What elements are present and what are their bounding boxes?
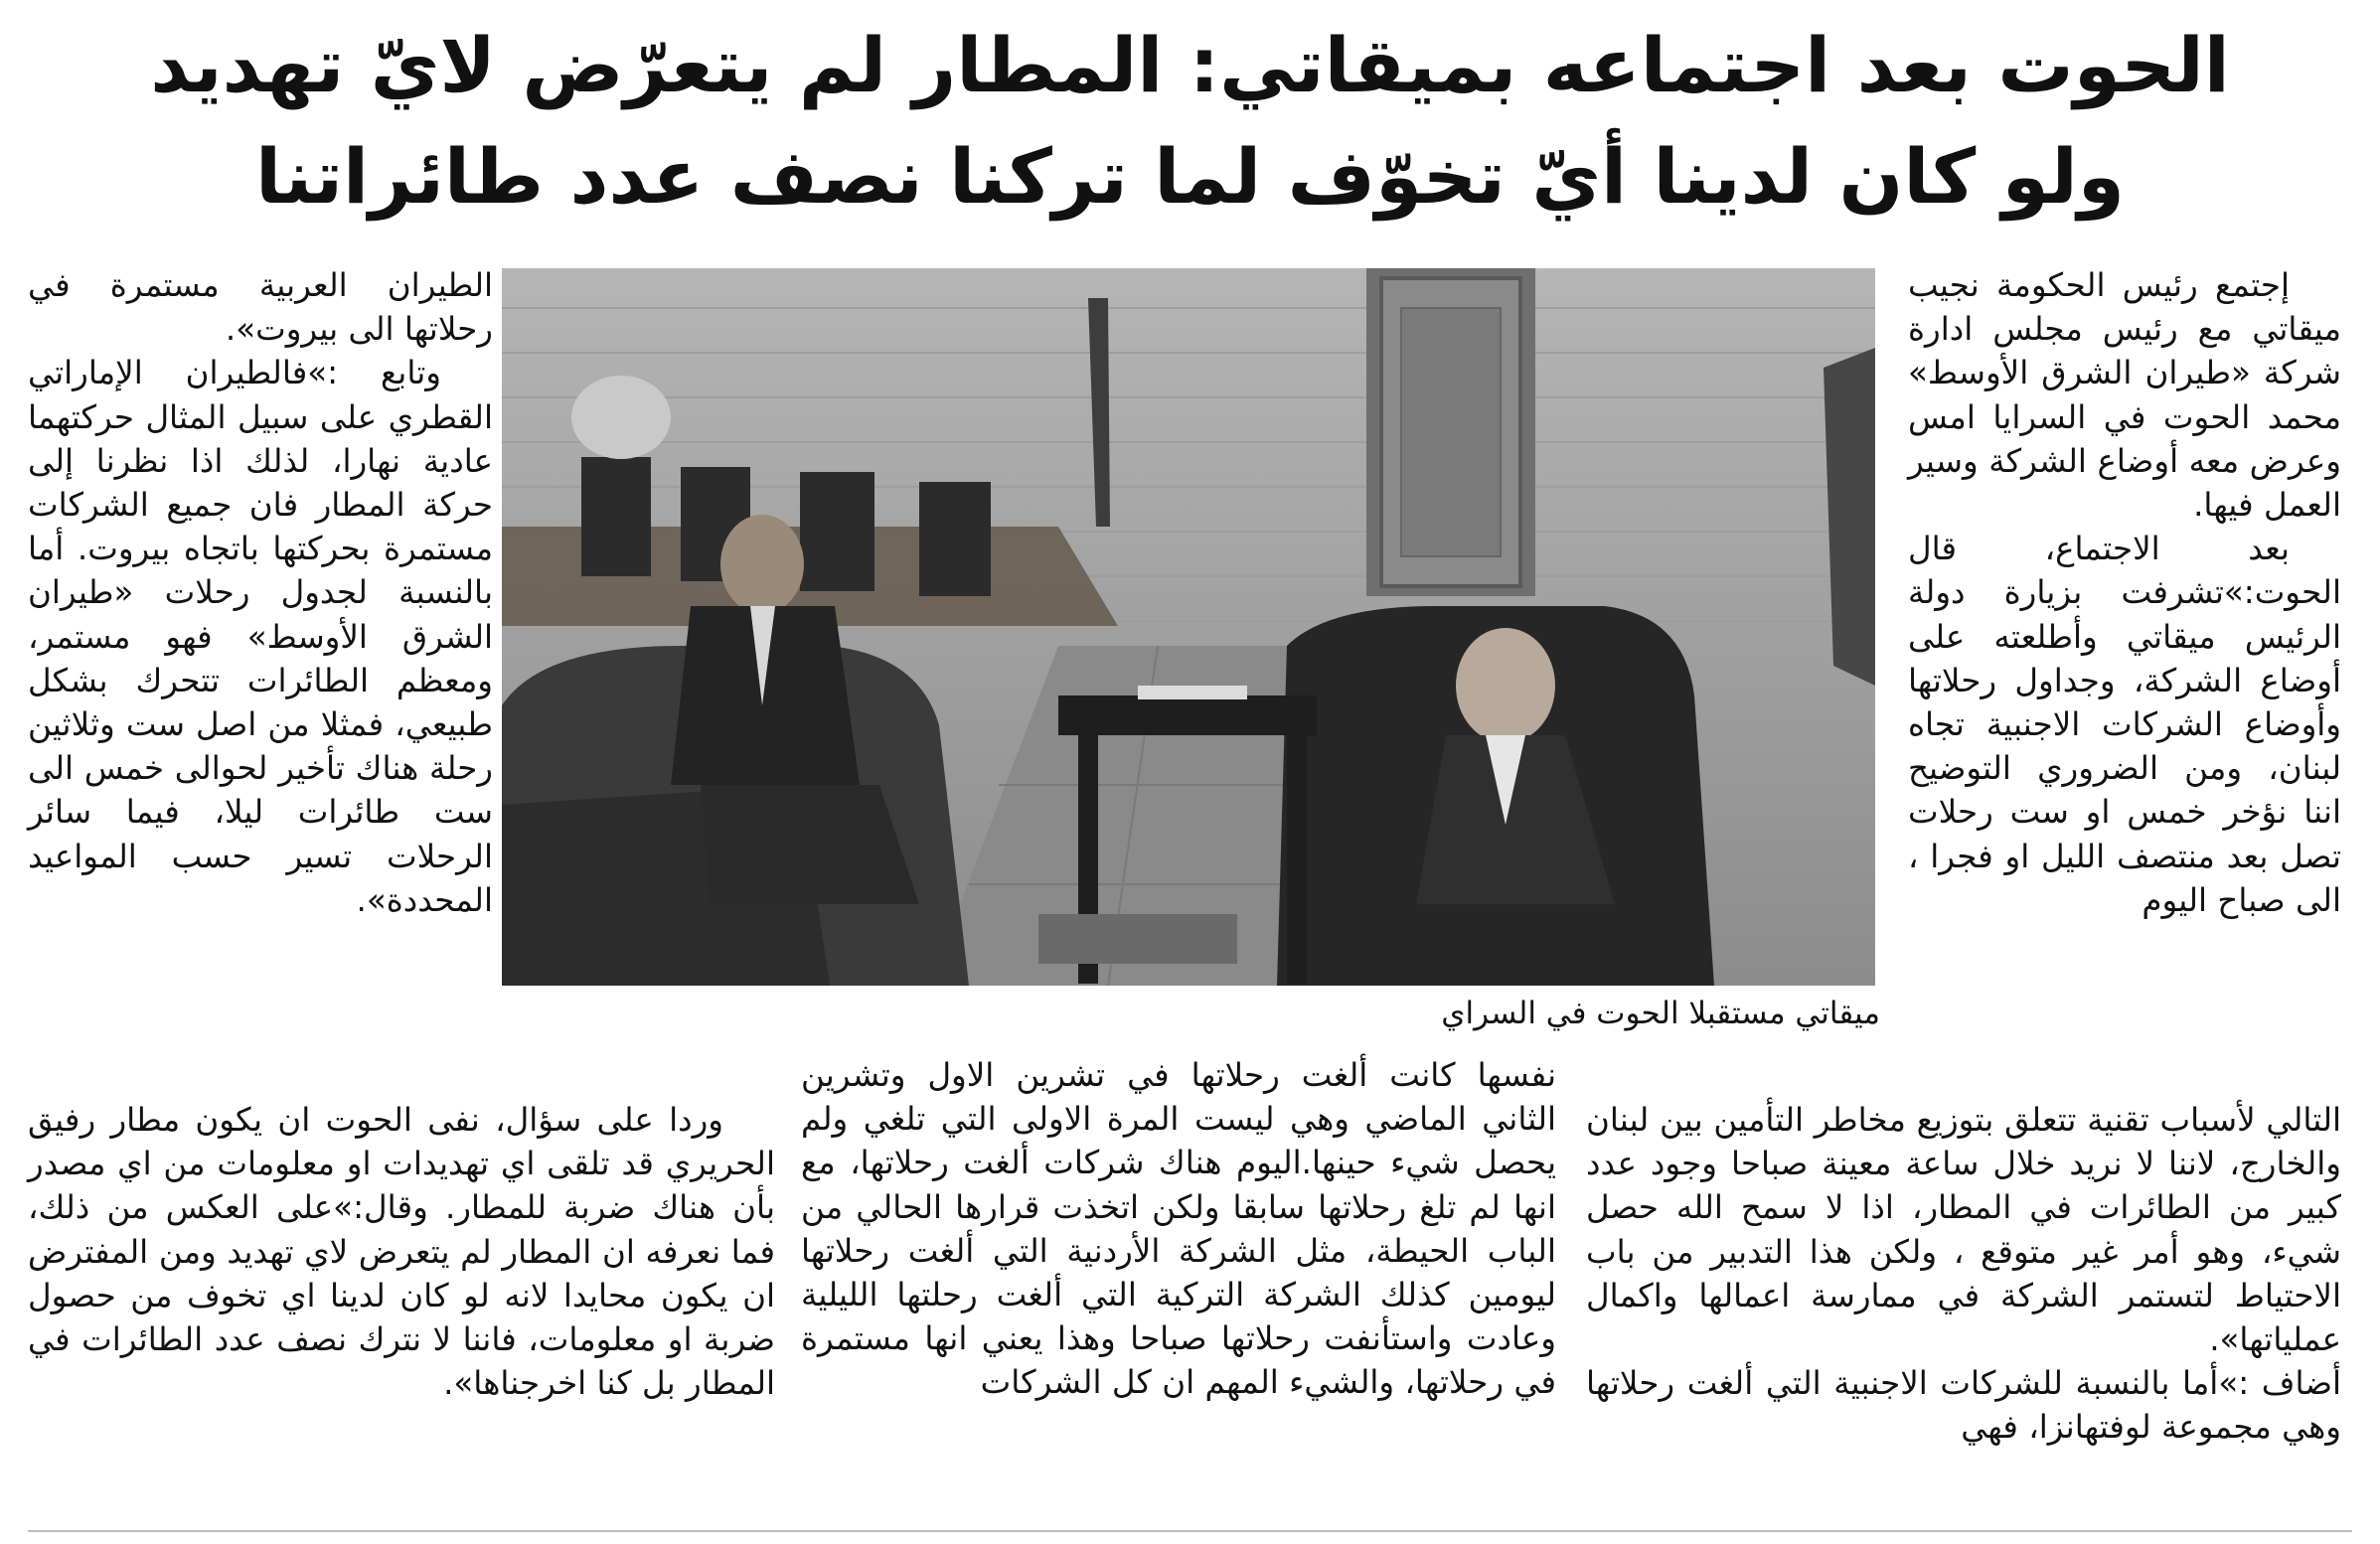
- article-column-bottom-right: [1586, 1098, 2341, 1450]
- headline-line-1: الحوت بعد اجتماعه بميقاتي: المطار لم يتعرّض لايّ تهديد: [150, 21, 2230, 109]
- article-column-bottom-left: [28, 1098, 775, 1405]
- paragraph: نفسها كانت ألغت رحلاتها في تشرين الاول وتشرين الثاني الماضي وهي ليست المرة الاولى التي تلغي ولم يحصل شيء حينها.اليوم هناك شركات ألغت رحلاتها، مع انها لم تلغ رحلاتها سابقا ولكن اتخذت قرارها الحالي من الباب الحيطة، مثل الشركة الأردنية التي ألغت رحلاتها ليومين كذلك الشركة التركية التي ألغت رحلتها الليلية وعادت واستأنفت رحلاتها صباحا وهذا يعني انها مستمرة في رحلاتها، والشيء المهم ان كل الشركات: [801, 1056, 1556, 1402]
- article-column-right: [1908, 263, 2341, 922]
- paragraph: التالي لأسباب تقنية تتعلق بتوزيع مخاطر التأمين بين لبنان والخارج، لاننا لا نريد خلال ساعة معينة صباحا وجود عدد كبير من الطائرات في المطار، اذا لا سمح الله حصل شيء، وهو أمر غير متوقع ، ولكن هذا التدبير من باب الاحتياط لتستمر الشركة في ممارسة اعمالها واكمال عملياتها».: [1586, 1101, 2341, 1359]
- paragraph: وردا على سؤال، نفى الحوت ان يكون مطار رفيق الحريري قد تلقى اي تهديدات او معلومات من اي مصدر بأن هناك ضربة للمطار. وقال:»على العكس من ذلك، فما نعرفه ان المطار لم يتعرض لاي تهديد ومن المفترض ان يكون محايدا لانه لو كان لدينا اي تخوف من حصول ضربة او معلومات، فاننا لا نترك نصف عدد الطائرات في المطار بل كنا اخرجناها».: [28, 1101, 775, 1403]
- article-column-left: [28, 263, 493, 922]
- paragraph: الطيران العربية مستمرة في رحلاتها الى بيروت».: [28, 266, 493, 349]
- paragraph: أضاف :»أما بالنسبة للشركات الاجنبية التي ألغت رحلاتها وهي مجموعة لوفتهانزا، فهي: [1586, 1364, 2341, 1447]
- paragraph: وتابع :»فالطيران الإماراتي القطري على سبيل المثال حركتهما عادية نهارا، لذلك اذا نظرنا إلى حركة المطار فان جميع الشركات مستمرة بحركتها باتجاه بيروت. أما بالنسبة لجدول رحلات «طيران الشرق الأوسط» فهو مستمر، ومعظم الطائرات تتحرك بشكل طبيعي، فمثلا من اصل ست وثلاثين رحلة هناك تأخير لحوالى خمس الى ست طائرات ليلا، فيما سائر الرحلات تسير حسب المواعيد المحددة».: [28, 354, 493, 919]
- news-photo-illustration: [502, 268, 1875, 986]
- paragraph: بعد الاجتماع، قال الحوت:»تشرفت بزيارة دولة الرئيس ميقاتي وأطلعته على أوضاع الشركة، وجداول رحلاتها وأوضاع الشركات الاجنبية تجاه لبنان، ومن الضروري التوضيح اننا نؤخر خمس او ست رحلات تصل بعد منتصف الليل او فجرا ، الى صباح اليوم: [1908, 530, 2341, 919]
- article-column-bottom-middle: [801, 1053, 1556, 1405]
- news-photo: [502, 268, 1875, 986]
- bottom-rule: [28, 1530, 2352, 1532]
- photo-caption: ميقاتي مستقبلا الحوت في السراي: [1441, 996, 1880, 1031]
- paragraph: إجتمع رئيس الحكومة نجيب ميقاتي مع رئيس مجلس ادارة شركة «طيران الشرق الأوسط» محمد الحوت في السرايا امس وعرض معه أوضاع الشركة وسير العمل فيها.: [1908, 266, 2341, 525]
- headline-line-2: ولو كان لدينا أيّ تخوّف لما تركنا نصف عدد طائراتنا: [254, 132, 2126, 221]
